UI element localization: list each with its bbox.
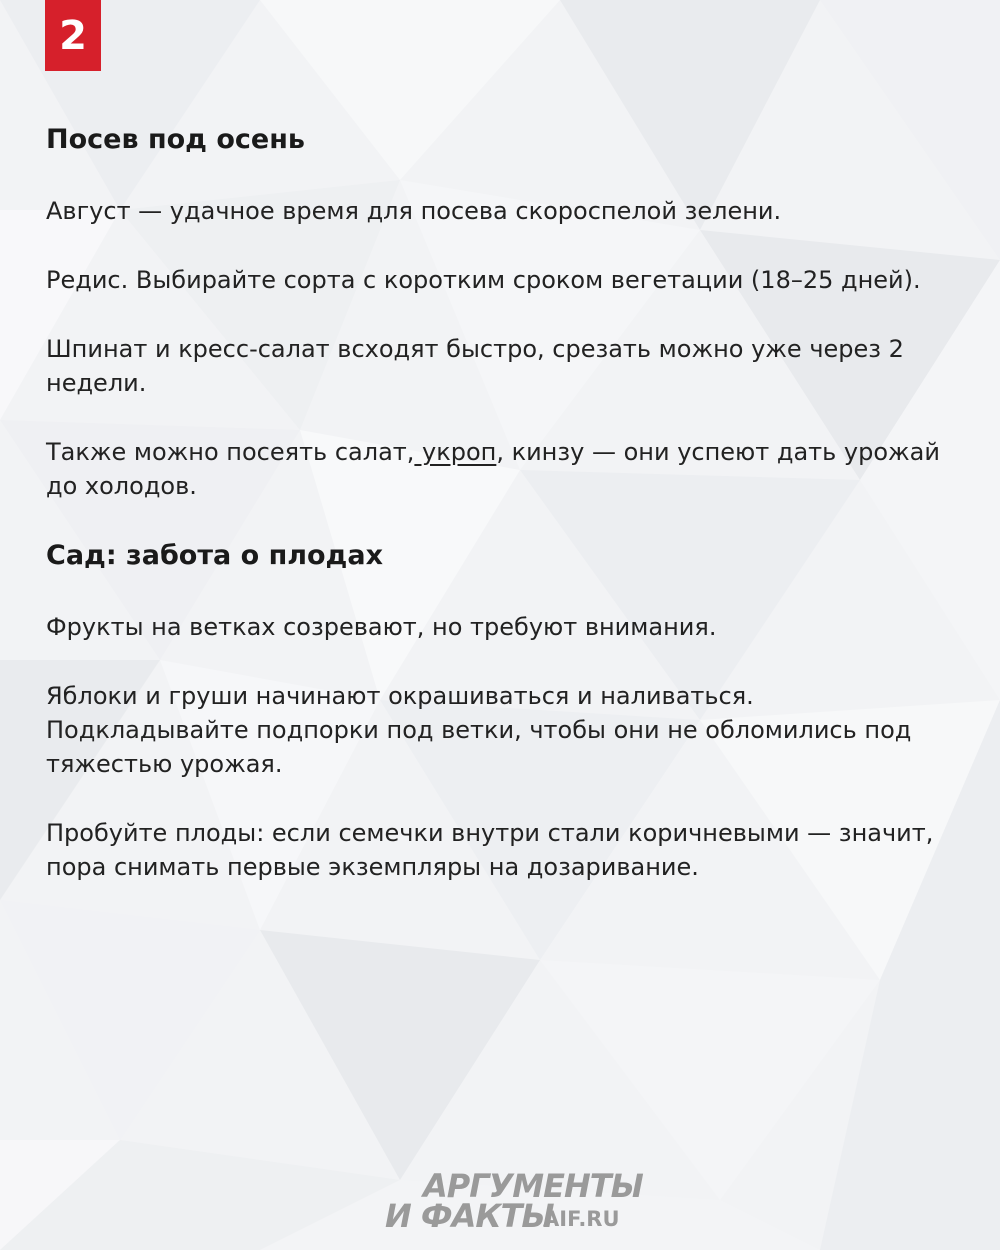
paragraph-also-sow-start: Также можно посеять салат, [46,438,415,466]
logo-site: AIF.RU [543,1207,620,1231]
paragraph-fruits: Фрукты на ветках созревают, но требуют внимания. [46,613,717,641]
page-number-badge [45,0,101,71]
section-heading-sowing: Посев под осень [46,124,305,155]
paragraph-august: Август — удачное время для посева скороспелой зелени. [46,197,782,225]
paragraph-apples: Яблоки и груши начинают окрашиваться и наливаться. Подкладывайте подпорки под ветки, чтобы они не обломились под тяжестью урожая. [46,682,912,778]
paragraph-taste: Пробуйте плоды: если семечки внутри стали коричневыми — значит, пора снимать первые экземпляры на дозаривание. [46,819,934,881]
logo-line-arguments: АРГУМЕНТЫ [423,1167,643,1205]
dill-link[interactable]: укроп [414,438,497,466]
paragraph-spinach: Шпинат и кресс-салат всходят быстро, срезать можно уже через 2 недели. [46,335,904,397]
aif-logo [385,1167,643,1235]
paragraph-radish: Редис. Выбирайте сорта с коротким сроком вегетации (18–25 дней). [46,266,921,294]
article-content [46,122,956,884]
logo-line-facts: И ФАКТЫ [385,1197,554,1235]
page-number: 2 [59,12,87,59]
paragraph-also-sow-end: , кинзу — они успеют дать урожай до холодов. [46,438,940,500]
paragraph-also-sow [46,435,956,503]
section-heading-garden: Сад: забота о плодах [46,540,383,571]
